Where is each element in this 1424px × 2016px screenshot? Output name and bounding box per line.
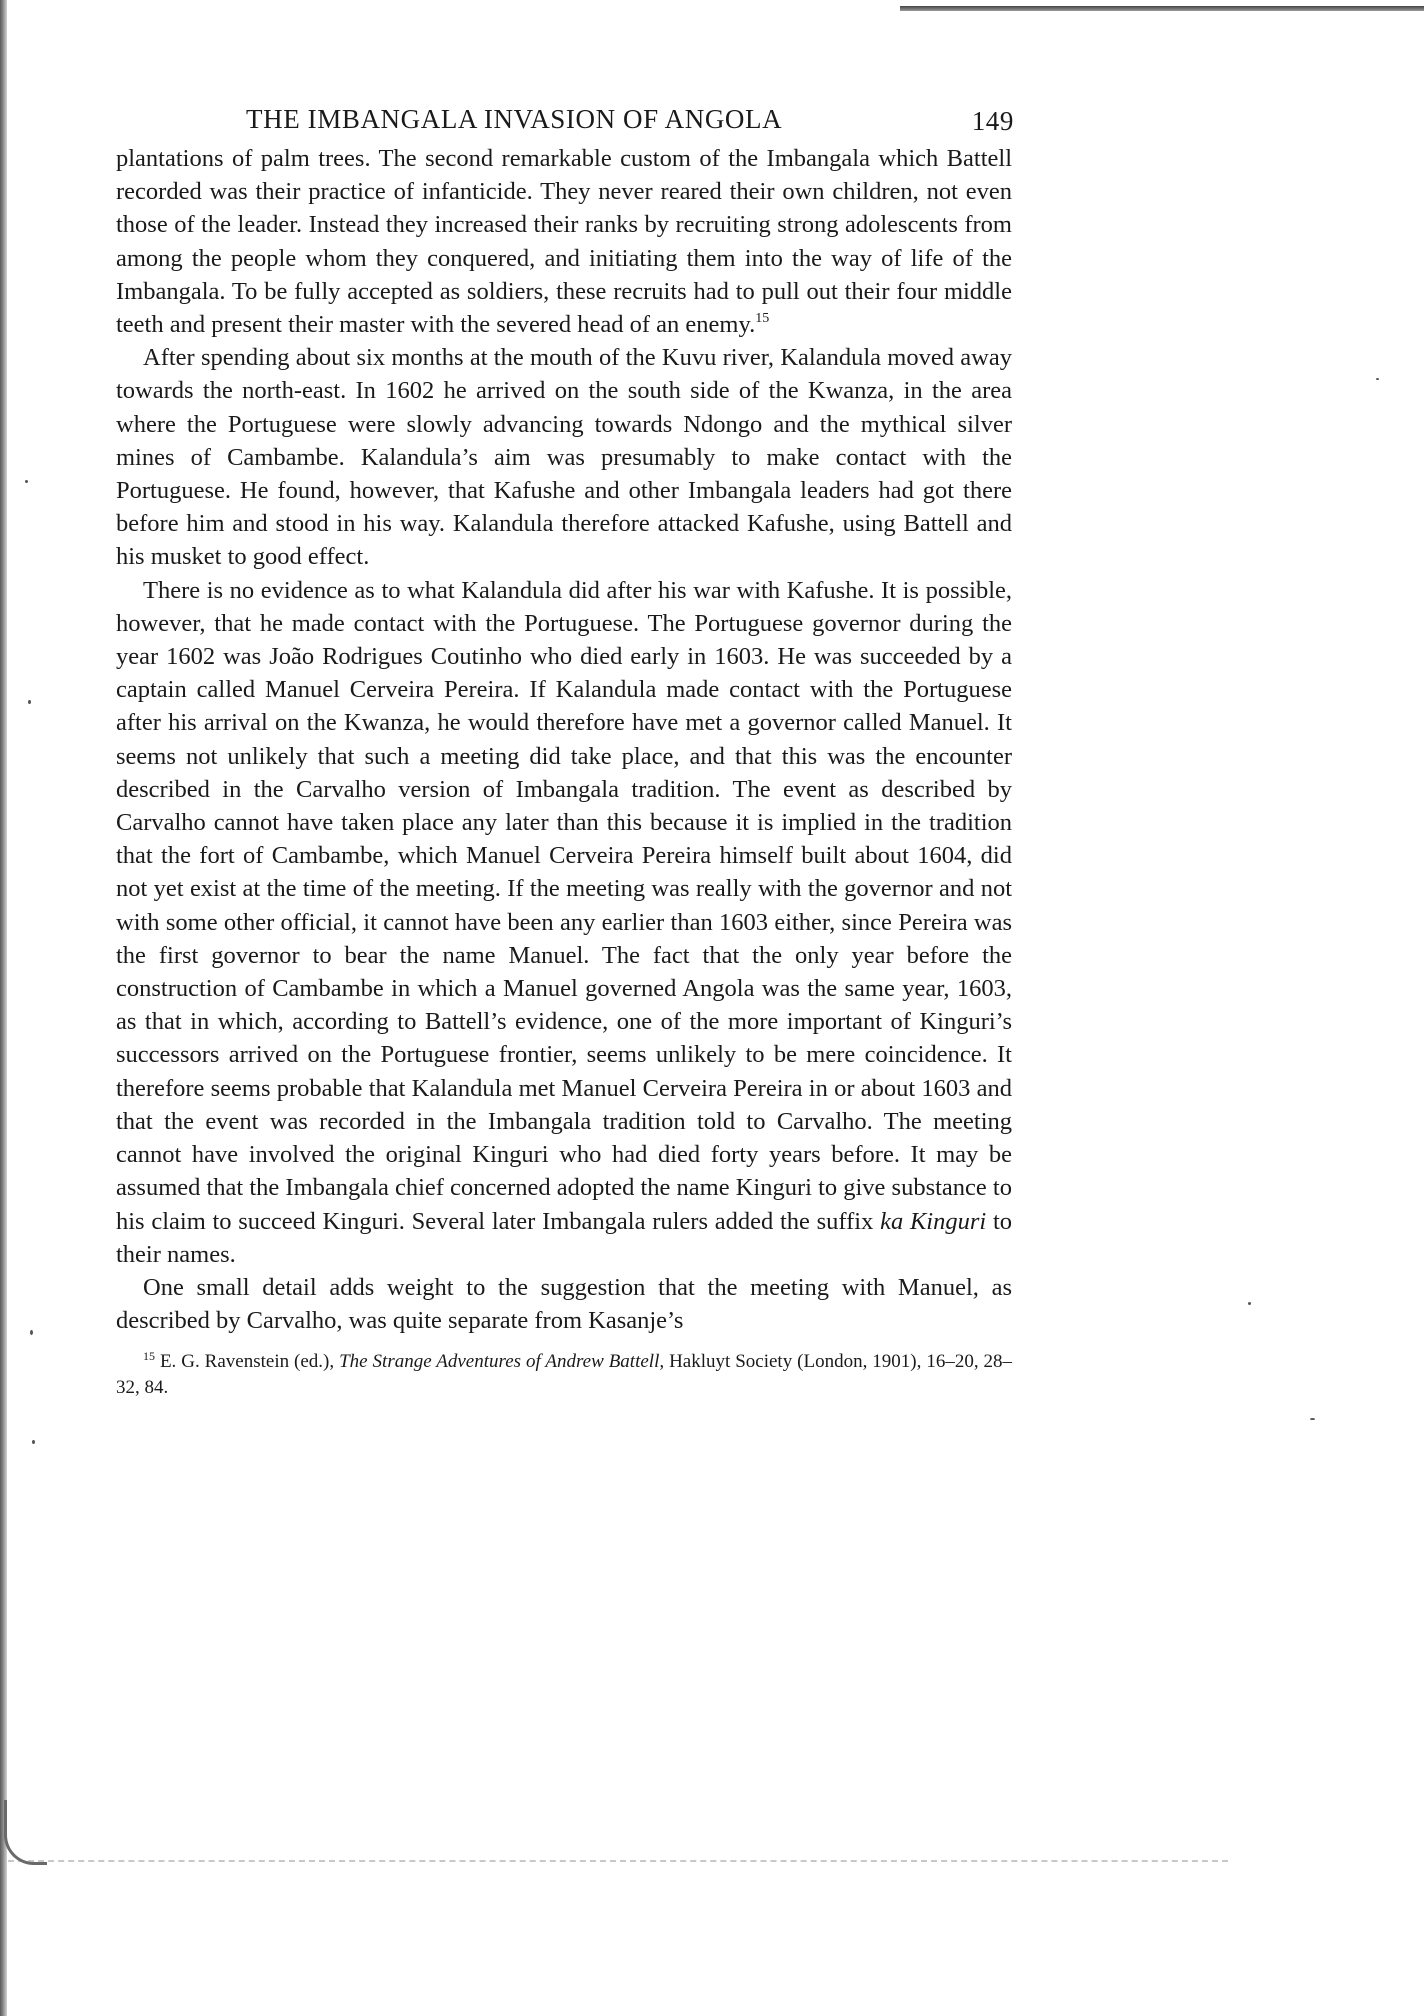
footnote-italic-title: The Strange Adventures of Andrew Battell, [339, 1351, 665, 1373]
scan-corner [4, 1800, 47, 1865]
scan-speck [1376, 378, 1379, 380]
paragraph-3 [116, 574, 1012, 1271]
scan-speck [1310, 1418, 1315, 1420]
footnote [116, 1349, 1012, 1401]
scan-edge-top [900, 6, 1424, 11]
paragraph-3-text-after: to their names. [116, 1207, 1013, 1268]
footnote-text-after: Hakluyt Society (London, 1901), 16–20, 28–32, 84. [116, 1351, 1013, 1399]
scan-speck [32, 1440, 35, 1444]
scan-speck [25, 480, 28, 483]
running-title: THE IMBANGALA INVASION OF ANGOLA [246, 104, 783, 134]
footnote-reference: 15 [755, 311, 770, 327]
scan-edge-bottom [8, 1860, 1228, 1864]
paragraph-4: One small detail adds weight to the suggestion that the meeting with Manuel, as described by Carvalho, was quite separate from Kasanje’s [116, 1273, 1012, 1335]
book-page [116, 96, 1012, 1401]
paragraph-3-italic-term: ka Kinguri [880, 1207, 987, 1235]
running-head [116, 96, 1012, 142]
paragraph-1 [116, 142, 1012, 341]
scan-speck [28, 700, 31, 704]
scan-speck [1248, 1302, 1251, 1305]
scan-edge-left [0, 0, 7, 2016]
body-text [116, 142, 1012, 1337]
paragraph-3-text-before: There is no evidence as to what Kalandula did after his war with Kafushe. It is possible, however, that he made contact with the Portuguese. The Portuguese governor during the year 1602 was João Rodrigues Coutinho who died early in 1603. He was succeeded by a captain called Manuel Cerveira Pereira. If Kalandula made contact with the Portuguese after his arrival on the Kwanza, he would therefore have met a governor called Manuel. It seems not unlikely that such a meeting did take place, and that this was the encounter described in the Carvalho version of Imbangala tradition. The event as described by Carvalho cannot have taken place any later than this because it is implied in the tradition that the fort of Cambambe, which Manuel Cerveira Pereira himself built about 1604, did not yet exist at the time of the meeting. If the meeting was really with the governor and not with some other official, it cannot have been any earlier than 1603 either, since Pereira was the first governor to bear the name Manuel. The fact that the only year before the construction of Cambambe in which a Manuel governed Angola was the same year, 1603, as that in which, according to Battell’s evidence, one of the more important of Kinguri’s successors arrived on the Portuguese frontier, seems unlikely to be mere coincidence. It therefore seems probable that Kalandula met Manuel Cerveira Pereira in or about 1603 and that the event was recorded in the Imbangala tradition told to Carvalho. The meeting cannot have involved the original Kinguri who had died forty years before. It may be assumed that the Imbangala chief concerned adopted the name Kinguri to give substance to his claim to succeed Kinguri. Several later Imbangala rulers added the suffix [116, 576, 1012, 1235]
paragraph-2: After spending about six months at the mouth of the Kuvu river, Kalandula moved away towards the north-east. In 1602 he arrived on the south side of the Kwanza, in the area where the Portuguese were slowly advancing towards Ndongo and the mythical silver mines of Cambambe. Kalandula’s aim was presumably to make contact with the Portuguese. He found, however, that Kafushe and other Imbangala leaders had got there before him and stood in his way. Kalandula therefore attacked Kafushe, using Battell and his musket to good effect. [116, 344, 1012, 571]
footnote-text-before: E. G. Ravenstein (ed.), [159, 1351, 335, 1373]
paragraph-1-text: plantations of palm trees. The second remarkable custom of the Imbangala which Battell recorded was their practice of infanticide. They never reared their own children, not even those of the leader. Instead they increased their ranks by recruiting strong adolescents from among the people whom they conquered, and initiating them into the way of life of the Imbangala. To be fully accepted as soldiers, these recruits had to pull out their four middle teeth and present their master with the severed head of an enemy. [116, 145, 1012, 339]
scan-speck [30, 1330, 33, 1335]
footnote-number: 15 [143, 1349, 155, 1364]
page-number: 149 [971, 106, 1014, 136]
